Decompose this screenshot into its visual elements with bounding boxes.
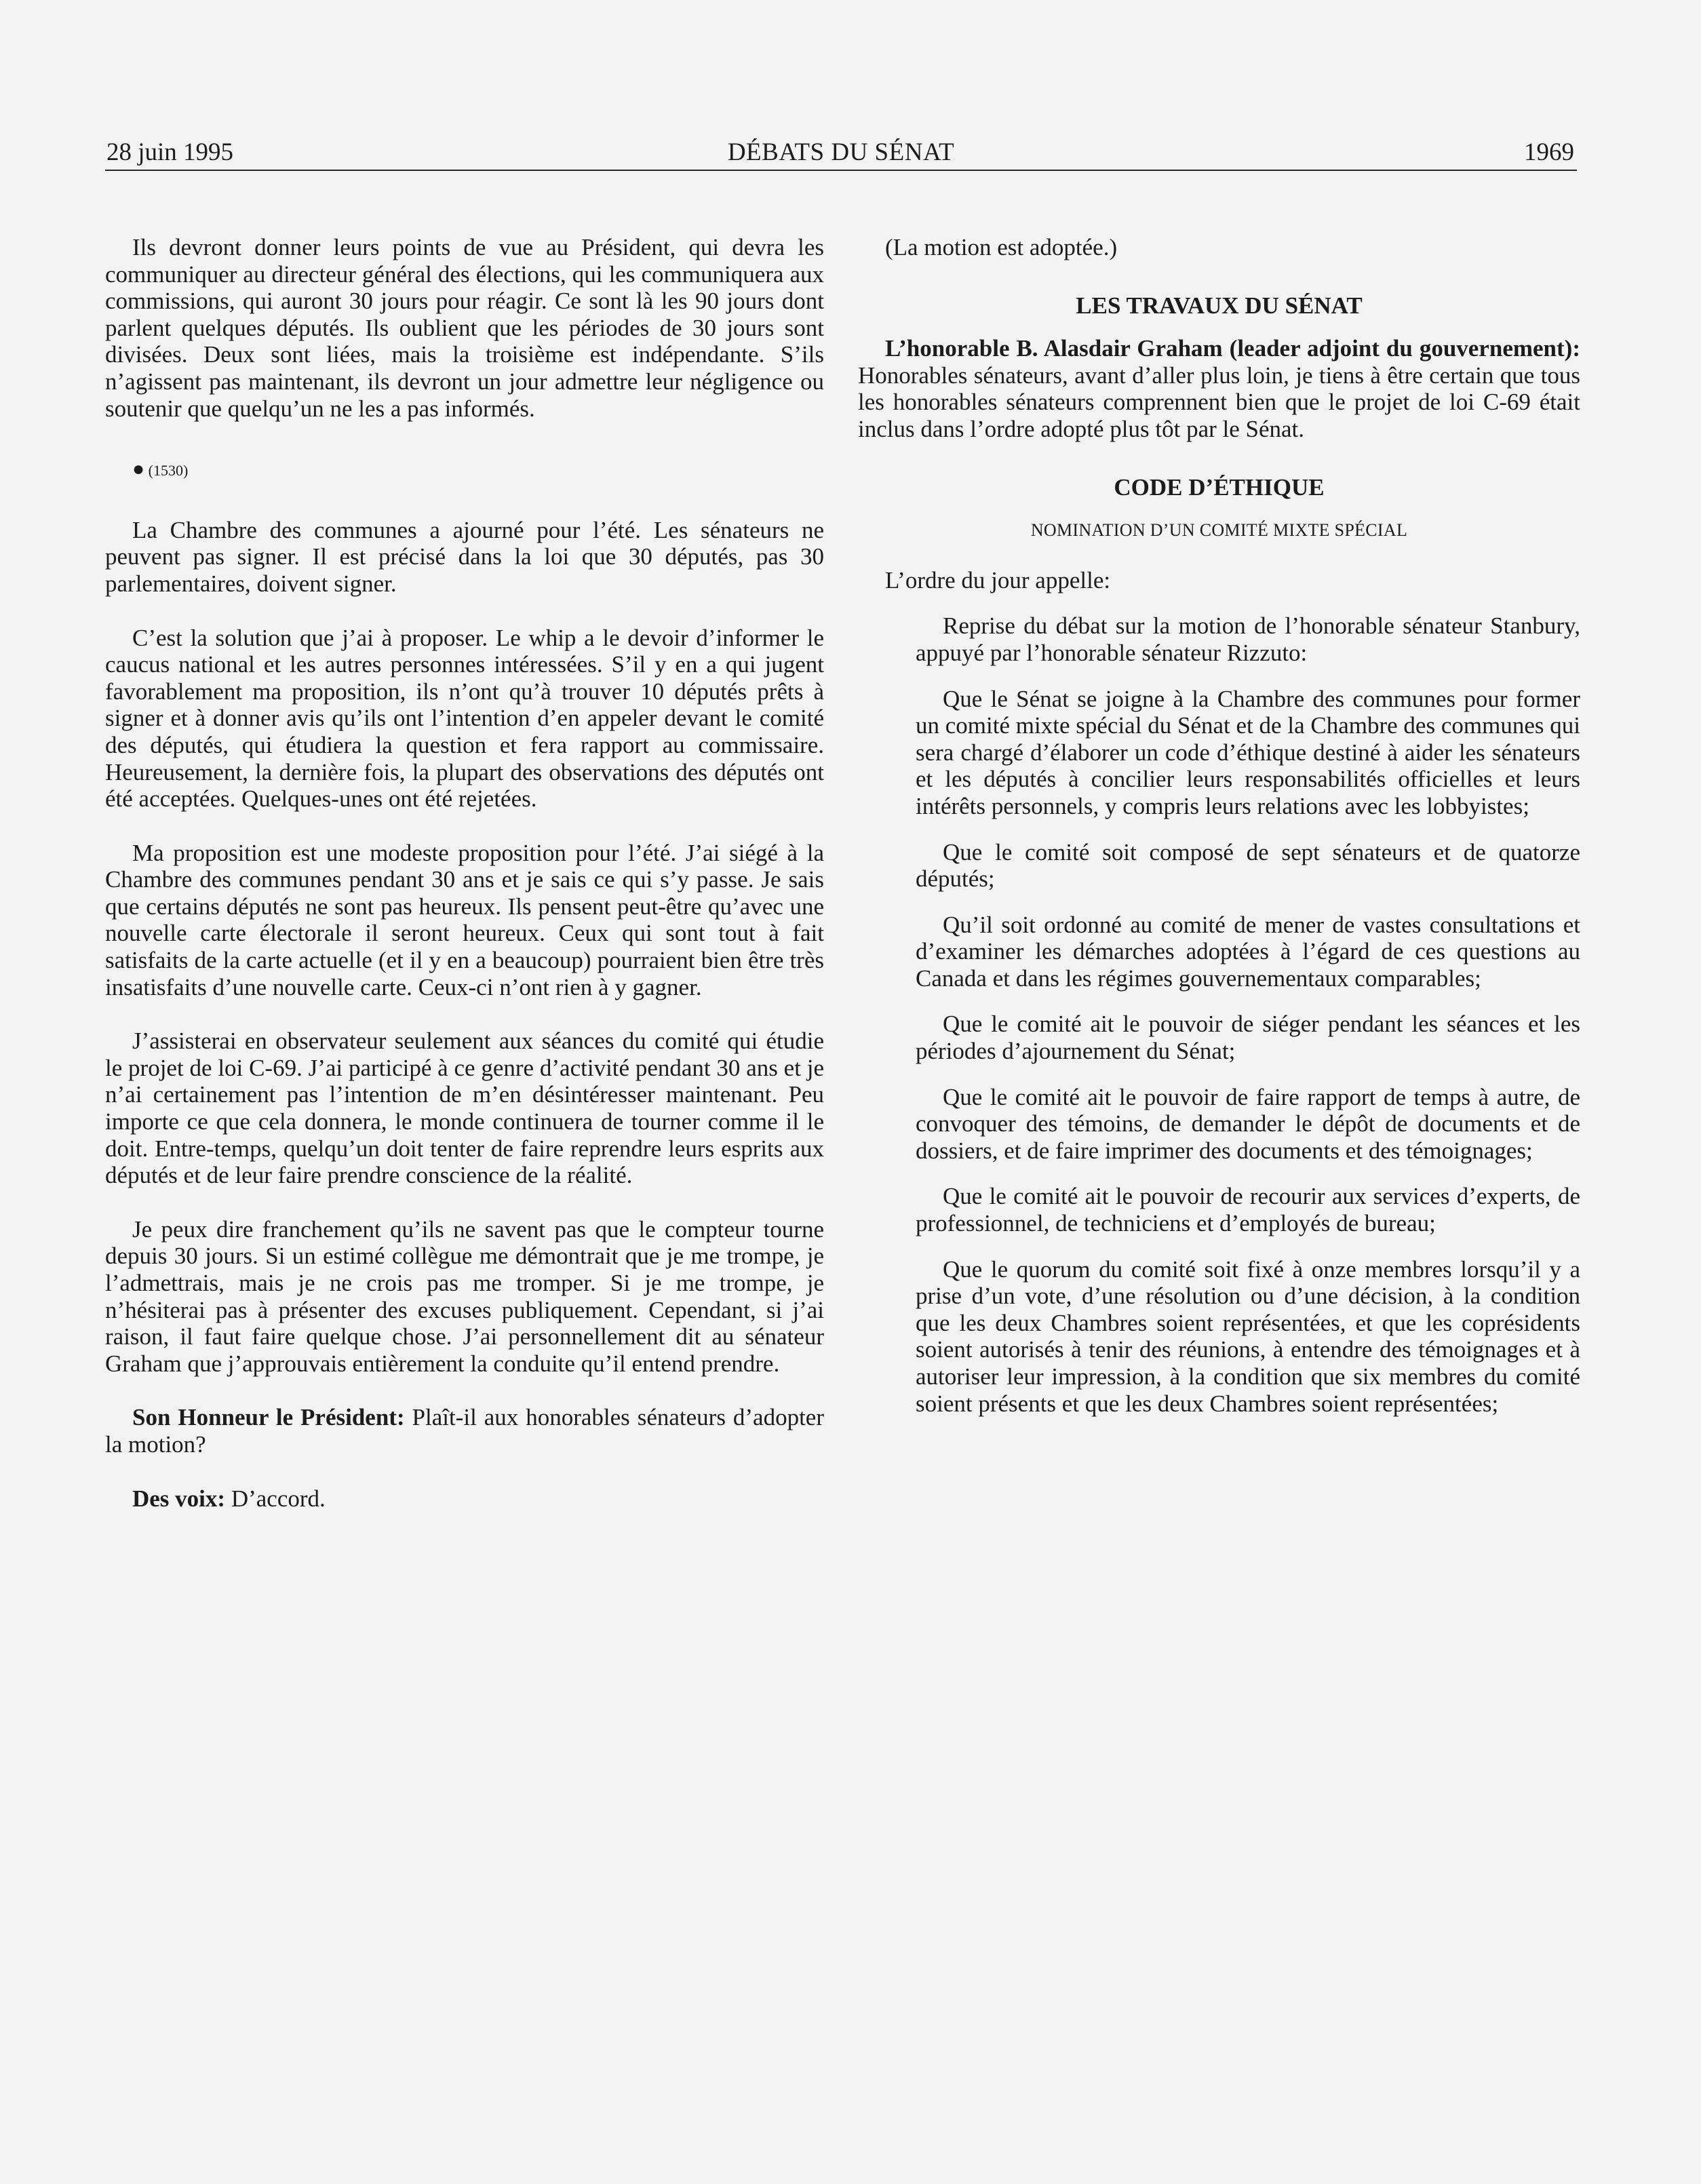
- motion-paragraph: Que le comité soit composé de sept sénateurs et de quatorze députés;: [916, 838, 1580, 893]
- header-title: DÉBATS DU SÉNAT: [727, 138, 955, 166]
- paragraph: Je peux dire franchement qu’ils ne savent pas que le compteur tourne depuis 30 jours. Si un estimé collègue me démontrait que je me trompe, je l’admettrais, mais je ne crois pas me tromper. Si je me trompe, je n’hésiterai pas à présenter des excuses publiquement. Cependant, si j’ai raison, il faut faire quelque chose. J’ai personnellement dit au sénateur Graham que j’approuvais entièrement la conduite qu’il entend prendre.: [105, 1215, 824, 1377]
- motion-paragraph: Que le comité ait le pouvoir de siéger pendant les séances et les périodes d’ajournement du Sénat;: [916, 1011, 1580, 1065]
- paragraph: Ma proposition est une modeste proposition pour l’été. J’ai siégé à la Chambre des communes pendant 30 ans et je sais ce qui s’y passe. Je sais que certains députés ne sont pas heureux. Ils pensent peut-être qu’avec une nouvelle carte électorale il seront heureux. Ceux qui sont tout à fait satisfaits de la carte actuelle (et il y en a beaucoup) pourraient bien être très insatisfaits d’une nouvelle carte. Ceux-ci n’ont rien à y gagner.: [105, 839, 824, 1000]
- motion-adopted: (La motion est adoptée.): [885, 234, 1118, 260]
- speaker-text: Plaît-il aux honorables sénateurs d’adopter la motion?: [105, 1404, 824, 1458]
- left-column: [105, 234, 824, 1512]
- speaker-name: Son Honneur le Président:: [132, 1404, 405, 1431]
- paragraph: C’est la solution que j’ai à proposer. Le whip a le devoir d’informer le caucus national et les autres personnes intéressées. S’il y en a qui jugent favorablement ma proposition, ils n’ont qu’à trouver 10 députés prêts à signer et à donner avis qu’ils ont l’intention d’en appeler devant le comité des députés, qui étudiera la question et fera rapport au commissaire. Heureusement, la dernière fois, la plupart des observations des députés ont été acceptées. Quelques-unes ont été rejetées.: [105, 624, 824, 813]
- right-column: [858, 234, 1580, 1417]
- paragraph: La Chambre des communes a ajourné pour l’été. Les sénateurs ne peuvent pas signer. Il est précisé dans la loi que 30 députés, pas 30 parlementaires, doivent signer.: [105, 516, 824, 597]
- running-header: [105, 136, 1577, 171]
- motion-paragraph: Que le comité ait le pouvoir de recourir aux services d’experts, de professionnel, de techniciens et d’employés de bureau;: [916, 1183, 1580, 1237]
- page-number: 1969: [1524, 138, 1574, 166]
- speaker-paragraph: [858, 335, 1580, 442]
- speaker-paragraph: [105, 1404, 824, 1458]
- speaker-text: D’accord.: [225, 1485, 326, 1512]
- motion-paragraph: Reprise du débat sur la motion de l’honorable sénateur Stanbury, appuyé par l’honorable sénateur Rizzuto:: [916, 612, 1580, 666]
- order-of-day: L’ordre du jour appelle:: [885, 566, 1111, 593]
- header-date: 28 juin 1995: [106, 138, 234, 166]
- paragraph: Ils devront donner leurs points de vue au Président, qui devra les communiquer au directeur général des élections, qui les communiquera aux commissions, qui auront 30 jours pour réagir. Ce sont là les 90 jours dont parlent quelques députés. Ils oublient que les périodes de 30 jours sont divisées. Deux sont liées, mais la troisième est indépendante. S’ils n’agissent pas maintenant, ils devront un jour admettre leur négligence ou soutenir que quelqu’un ne les a pas informés.: [105, 234, 824, 422]
- speaker-name: L’honorable B. Alasdair Graham (leader adjoint du gouvernement):: [885, 335, 1580, 362]
- section-heading: LES TRAVAUX DU SÉNAT: [1076, 292, 1363, 319]
- section-subheading: NOMINATION D’UN COMITÉ MIXTE SPÉCIAL: [1030, 520, 1408, 541]
- speaker-name: Des voix:: [132, 1485, 226, 1512]
- speaker-text: Honorables sénateurs, avant d’aller plus loin, je tiens à être certain que tous les honorables sénateurs comprennent bien que le projet de loi C-69 était inclus dans l’ordre adopté plus tôt par le Sénat.: [858, 362, 1580, 442]
- paragraph: J’assisterai en observateur seulement aux séances du comité qui étudie le projet de loi C-69. J’ai participé à ce genre d’activité pendant 30 ans et je n’ai certainement pas l’intention de m’en désintéresser maintenant. Peu importe ce que cela donnera, le monde continuera de tourner comme il le doit. Entre-temps, quelqu’un doit tenter de faire reprendre leurs esprits aux députés et de leur faire prendre conscience de la réalité.: [105, 1028, 824, 1189]
- section-heading: CODE D’ÉTHIQUE: [1114, 473, 1325, 501]
- motion-paragraph: Que le quorum du comité soit fixé à onze membres lorsqu’il y a prise d’un vote, d’une résolution ou d’une décision, à la condition que les deux Chambres soient représentées, et que les coprésidents soient autorisés à tenir des réunions, à entendre des témoignages et à autoriser leur impression, à la condition que six membres du comité soient présents et que les deux Chambres soient représentées;: [916, 1255, 1580, 1417]
- motion-paragraph: Que le comité ait le pouvoir de faire rapport de temps à autre, de convoquer des témoins, de demander le dépôt de documents et de dossiers, et de faire imprimer des documents et des témoignages;: [916, 1083, 1580, 1164]
- time-marker-label: (1530): [148, 462, 189, 480]
- motion-paragraph: Qu’il soit ordonné au comité de mener de vastes consultations et d’examiner les démarches adoptées à l’égard de ces questions au Canada et dans les régimes gouvernementaux comparables;: [916, 911, 1580, 992]
- motion-paragraph: Que le Sénat se joigne à la Chambre des communes pour former un comité mixte spécial du Sénat et de la Chambre des communes qui sera chargé d’élaborer un code d’éthique destiné à aider les sénateurs et les députés à concilier leurs responsabilités officielles et leurs intérêts personnels, y compris leurs relations avec les lobbyistes;: [916, 685, 1580, 819]
- speaker-paragraph: [105, 1485, 824, 1513]
- bullet-icon: ●: [132, 458, 145, 481]
- time-marker: [105, 456, 824, 484]
